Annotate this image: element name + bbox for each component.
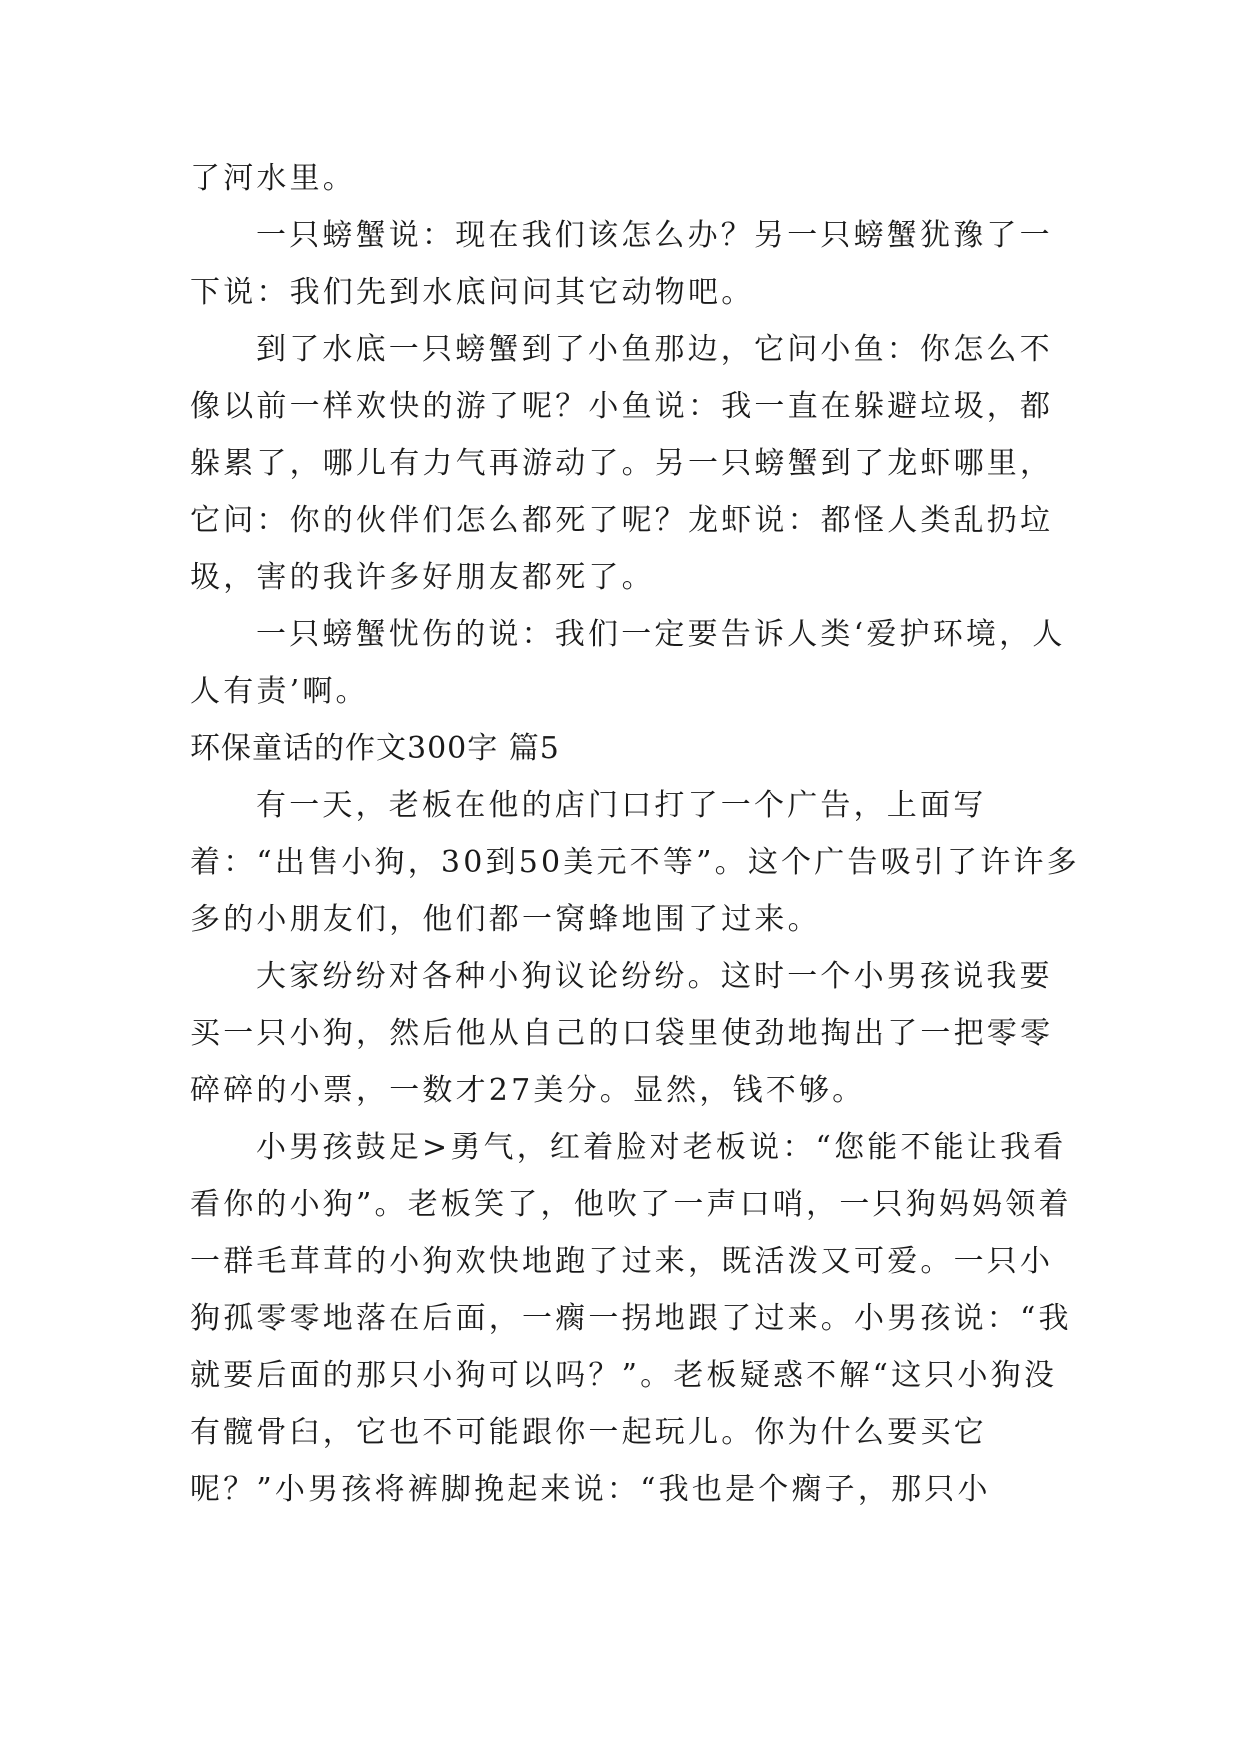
paragraph-continuation: 了河水里。 <box>190 161 356 196</box>
paragraph: 大家纷纷对各种小狗议论纷纷。这时一个小男孩说我要买一只小狗，然后他从自己的口袋里使劲地掏出了一把零零碎碎的小票，一数才27美分。显然，钱不够。 <box>190 959 1054 1108</box>
paragraph: 小男孩鼓足>勇气，红着脸对老板说：“您能不能让我看看你的小狗”。老板笑了，他吹了一声口哨，一只狗妈妈领着一群毛茸茸的小狗欢快地跑了过来，既活泼又可爱。一只小狗孤零零地落在后面，一瘸一拐地跟了过来。小男孩说：“我就要后面的那只小狗可以吗？”。老板疑惑不解“这只小狗没有髋骨臼，它也不可能跟你一起玩儿。你为什么要买它呢？”小男孩将裤脚挽起来说：“我也是个瘸子，那只小 <box>190 1130 1072 1507</box>
document-body <box>190 150 1080 1518</box>
section-heading: 环保童话的作文300字 篇5 <box>190 731 560 766</box>
paragraph: 一只螃蟹说：现在我们该怎么办？另一只螃蟹犹豫了一下说：我们先到水底问问其它动物吧。 <box>190 218 1053 310</box>
paragraph: 一只螃蟹忧伤的说：我们一定要告诉人类‘爱护环境，人人有责’啊。 <box>190 617 1066 709</box>
paragraph: 到了水底一只螃蟹到了小鱼那边，它问小鱼：你怎么不像以前一样欢快的游了呢？小鱼说：我一直在躲避垃圾，都躲累了，哪儿有力气再游动了。另一只螃蟹到了龙虾哪里，它问：你的伙伴们怎么都死了呢？龙虾说：都怪人类乱扔垃圾，害的我许多好朋友都死了。 <box>190 332 1054 595</box>
paragraph: 有一天，老板在他的店门口打了一个广告，上面写着：“出售小狗，30到50美元不等”。这个广告吸引了许许多多的小朋友们，他们都一窝蜂地围了过来。 <box>190 788 1080 937</box>
